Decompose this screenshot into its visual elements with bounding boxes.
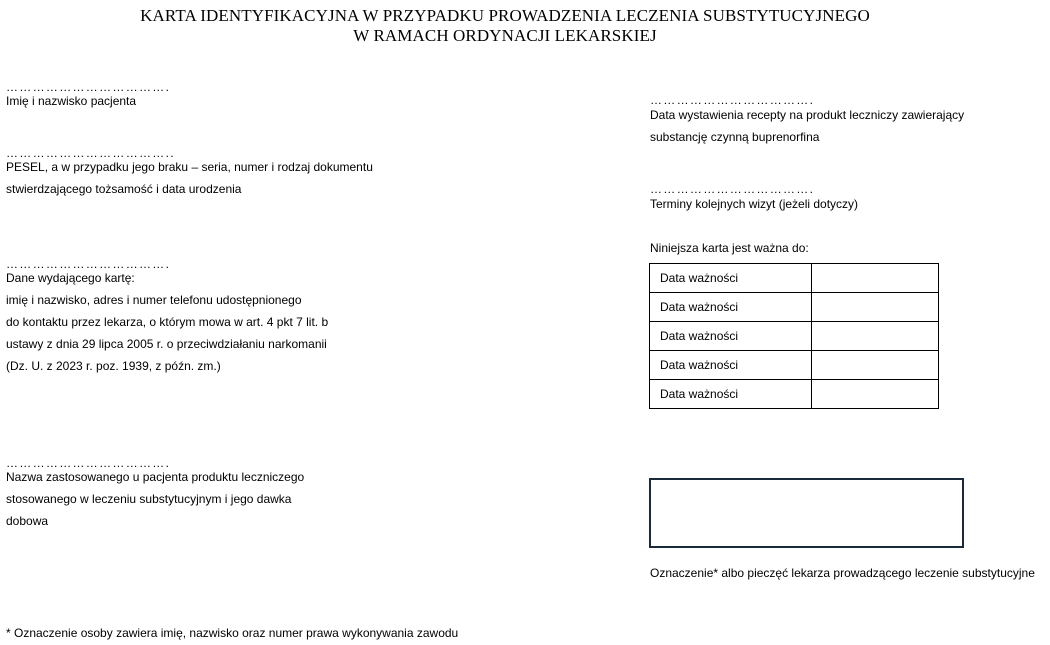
issuer-label-line3: do kontaktu przez lekarza, o którym mowa w art. 4 pkt 7 lit. b [6,315,329,329]
validity-date-label: Data ważności [650,264,812,293]
validity-row [650,380,939,409]
doctor-stamp-box[interactable] [649,478,964,548]
validity-row [650,264,939,293]
issuer-label-line5: (Dz. U. z 2023 r. poz. 1939, z późn. zm.) [6,359,221,373]
validity-table [649,263,939,409]
prescription-date-label-line1: Data wystawienia recepty na produkt leczniczy zawierający [650,108,965,122]
pesel-label-line2: stwierdzającego tożsamość i data urodzenia [6,182,242,196]
prescription-date-label-line2: substancję czynną buprenorfina [650,130,820,144]
issuer-label-line1: Dane wydającego kartę: [6,271,135,285]
validity-date-label: Data ważności [650,322,812,351]
doctor-stamp-caption: Oznaczenie* albo pieczęć lekarza prowadzącego leczenie substytucyjne [650,566,1035,580]
next-visits-fill-line: ………………………………. [650,182,815,196]
validity-heading: Niniejsza karta jest ważna do: [650,241,809,255]
validity-row [650,351,939,380]
document-title-line2: W RAMACH ORDYNACJI LEKARSKIEJ [353,26,657,45]
validity-date-label: Data ważności [650,293,812,322]
product-fill-line: ………………………………. [6,456,171,470]
product-label-line3: dobowa [6,514,49,528]
validity-row [650,322,939,351]
issuer-fill-line: ………………………………. [6,257,171,271]
product-label-line1: Nazwa zastosowanego u pacjenta produktu leczniczego [6,470,305,484]
footnote: * Oznaczenie osoby zawiera imię, nazwisko oraz numer prawa wykonywania zawodu [6,626,459,640]
product-label-line2: stosowanego w leczeniu substytucyjnym i jego dawka [6,492,292,506]
next-visits-label: Terminy kolejnych wizyt (jeżeli dotyczy) [650,197,859,211]
validity-date-label: Data ważności [650,380,812,409]
patient-name-label: Imię i nazwisko pacjenta [6,94,137,108]
patient-name-fill-line: ………………………………. [6,80,171,94]
pesel-label-line1: PESEL, a w przypadku jego braku – seria, numer i rodzaj dokumentu [6,160,373,174]
validity-date-field[interactable] [812,293,939,322]
validity-date-field[interactable] [812,264,939,293]
validity-date-field[interactable] [812,351,939,380]
pesel-fill-line: ……………………………….. [6,146,175,160]
issuer-label-line4: ustawy z dnia 29 lipca 2005 r. o przeciwdziałaniu narkomanii [6,337,327,351]
prescription-date-fill-line: ………………………………. [650,93,815,107]
validity-date-field[interactable] [812,380,939,409]
validity-date-field[interactable] [812,322,939,351]
issuer-label-line2: imię i nazwisko, adres i numer telefonu udostępnionego [6,293,302,307]
validity-date-label: Data ważności [650,351,812,380]
document-title-line1: KARTA IDENTYFIKACYJNA W PRZYPADKU PROWADZENIA LECZENIA SUBSTYTUCYJNEGO [140,6,870,25]
validity-row [650,293,939,322]
